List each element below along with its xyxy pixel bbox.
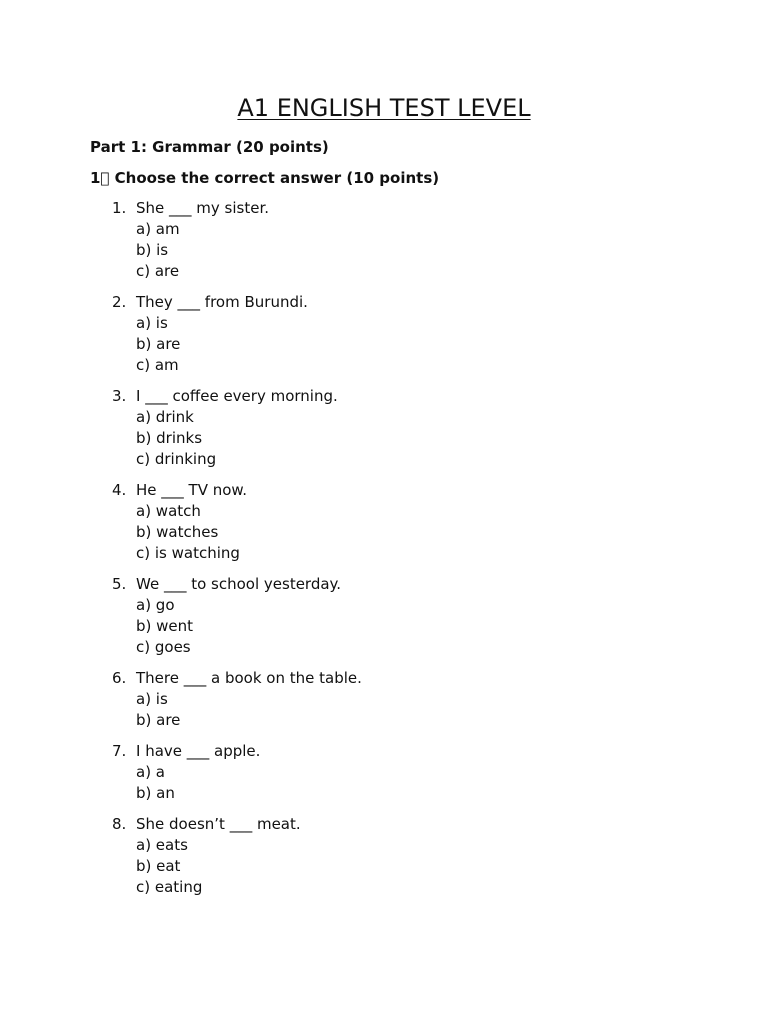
answer-option: c) is watching xyxy=(136,544,240,562)
answer-option: a) eats xyxy=(136,836,188,854)
question-text: He ___ TV now. xyxy=(136,481,248,499)
question-number: 2. xyxy=(112,293,127,311)
answer-option: c) eating xyxy=(136,878,203,896)
question-number: 3. xyxy=(112,387,127,405)
answer-option: c) drinking xyxy=(136,450,217,468)
answer-option: b) drinks xyxy=(136,429,203,447)
question-item xyxy=(0,292,768,376)
answer-option: c) goes xyxy=(136,638,191,656)
answer-option: b) eat xyxy=(136,857,181,875)
question-number: 8. xyxy=(112,815,127,833)
question-text: I ___ coffee every morning. xyxy=(136,387,338,405)
question-text: They ___ from Burundi. xyxy=(136,293,308,311)
question-number: 5. xyxy=(112,575,127,593)
question-text: She ___ my sister. xyxy=(136,199,270,217)
question-item xyxy=(0,741,768,804)
answer-option: a) drink xyxy=(136,408,194,426)
question-text: We ___ to school yesterday. xyxy=(136,575,342,593)
question-text: She doesn’t ___ meat. xyxy=(136,815,301,833)
question-item xyxy=(0,386,768,470)
question-item xyxy=(0,574,768,658)
answer-option: b) are xyxy=(136,335,181,353)
question-number: 4. xyxy=(112,481,127,499)
question-number: 7. xyxy=(112,742,127,760)
part-heading: Part 1: Grammar (20 points) xyxy=(90,138,329,156)
question-item xyxy=(0,198,768,282)
question-text: There ___ a book on the table. xyxy=(136,669,362,687)
question-item xyxy=(0,814,768,898)
answer-option: a) am xyxy=(136,220,180,238)
question-item xyxy=(0,668,768,731)
answer-option: a) go xyxy=(136,596,175,614)
answer-option: a) is xyxy=(136,690,168,708)
answer-option: a) is xyxy=(136,314,168,332)
answer-option: c) am xyxy=(136,356,179,374)
answer-option: a) watch xyxy=(136,502,201,520)
answer-option: a) a xyxy=(136,763,166,781)
question-list xyxy=(0,198,768,908)
question-item xyxy=(0,480,768,564)
answer-option: b) is xyxy=(136,241,169,259)
section-heading: 1⃣ Choose the correct answer (10 points) xyxy=(90,169,440,187)
answer-option: c) are xyxy=(136,262,180,280)
answer-option: b) are xyxy=(136,711,181,729)
answer-option: b) watches xyxy=(136,523,219,541)
page-title: A1 ENGLISH TEST LEVEL xyxy=(237,94,531,122)
answer-option: b) an xyxy=(136,784,175,802)
answer-option: b) went xyxy=(136,617,194,635)
question-number: 1. xyxy=(112,199,127,217)
question-text: I have ___ apple. xyxy=(136,742,261,760)
question-number: 6. xyxy=(112,669,127,687)
